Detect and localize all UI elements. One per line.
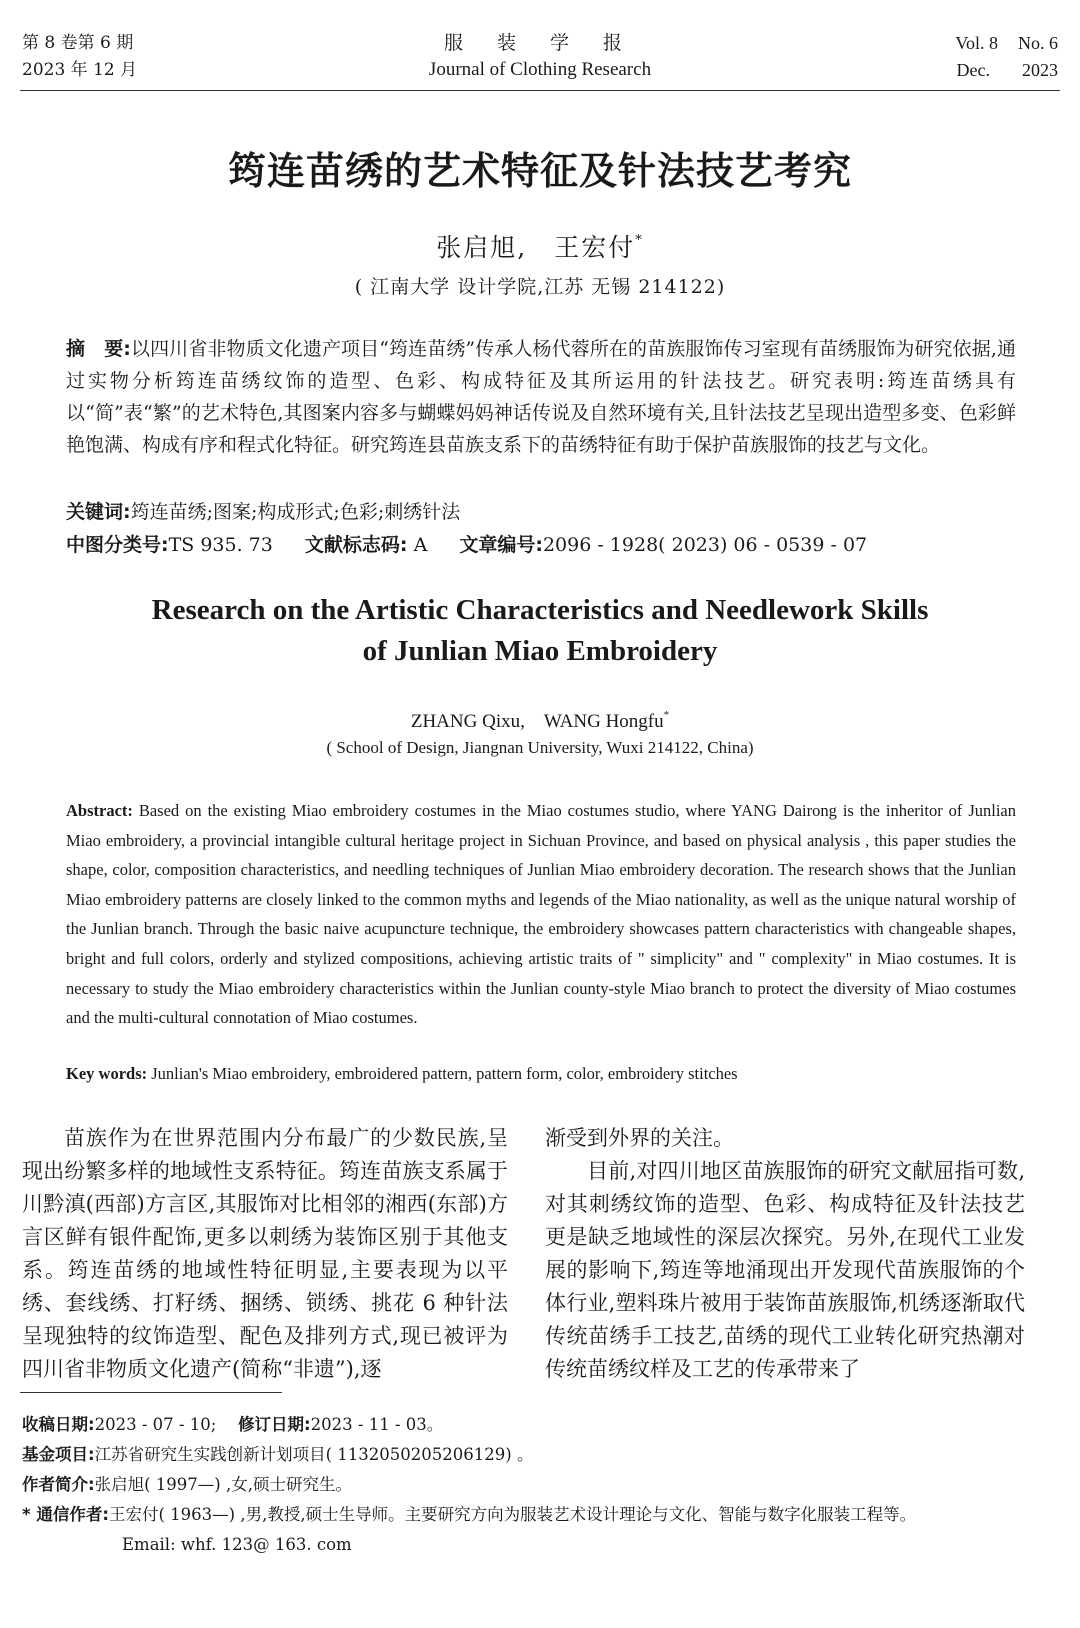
volume-en: Vol. 8 (955, 33, 998, 53)
footnote-corresponding (22, 1500, 1062, 1530)
date-cn: 2023 年 12 月 (22, 60, 138, 80)
keywords-en (66, 1064, 1016, 1084)
author-names-en: ZHANG Qixu, WANG Hongfu (410, 711, 664, 732)
abstract-en (66, 796, 1016, 1033)
journal-name-cn: 服 装 学 报 (443, 32, 637, 54)
keywords-cn (66, 497, 1016, 524)
body-paragraph: 苗族作为在世界范围内分布最广的少数民族,呈现出纷繁多样的地域性支系特征。筠连苗族支系属于川黔滇(西部)方言区,其服饰对比相邻的湘西(东部)方言区鲜有银件配饰,更多以刺绣为装饰区别于其他支系。筠连苗绣的地域性特征明显,主要表现为以平绣、套线绣、打籽绣、捆绣、锁绣、挑花 6 种针法呈现独特的纹饰造型、配色及排列方式,现已被评为四川省非物质文化遗产(简称“非遗”),逐 (22, 1126, 508, 1381)
doc-code-value: A (413, 534, 428, 556)
journal-name-en: Journal of Clothing Research (428, 59, 652, 80)
body-paragraph: 目前,对四川地区苗族服饰的研究文献屈指可数,对其刺绣纹饰的造型、色彩、构成特征及针法技艺更是缺乏地域性的深层次探究。另外,在现代工业发展的影响下,筠连等地涌现出开发现代苗族服饰的个体行业,塑料珠片被用于装饰苗族服饰,机绣逐渐取代传统苗绣手工技艺,苗绣的现代工业转化研究热潮对传统苗绣纹样及工艺的传承带来了 (545, 1159, 1025, 1381)
authors-cn (0, 228, 1080, 264)
author-names-cn: 张启旭, 王宏付 (436, 233, 636, 262)
corresponding-mark: * (635, 233, 644, 248)
month-en: Dec. (956, 60, 990, 80)
abstract-cn-text: 以四川省非物质文化遗产项目“筠连苗绣”传承人杨代蓉所在的苗族服饰传习室现有苗绣服饰为研究依据,通过实物分析筠连苗绣纹饰的造型、色彩、构成特征及其所运用的针法技艺。研究表明:筠连苗绣具有以“简”表“繁”的艺术特色,其图案内容多与蝴蝶妈妈神话传说及自然环境有关,且针法技艺呈现出造型多变、色彩鲜艳饱满、构成有序和程式化特征。研究筠连县苗族支系下的苗绣特征有助于保护苗族服饰的技艺与文化。 (66, 338, 1016, 456)
paper-title-en (0, 590, 1080, 672)
affiliation-en: ( School of Design, Jiangnan University, Wuxi 214122, China) (326, 738, 754, 757)
authors-en (0, 706, 1080, 733)
revised-value: 2023 - 11 - 03。 (310, 1415, 444, 1434)
keywords-en-label: Key words: (66, 1064, 148, 1083)
abstract-en-text: Based on the existing Miao embroidery costumes in the Miao costumes studio, where YANG Dairong is the inheritor of Junlian Miao embroidery, a provincial intangible cultural heritage project in Sichuan Province, and based on physical analysis , this paper studies the shape, color, composition characteristics, and needling techniques of Junlian Miao embroidery decoration. The research shows that the Junlian Miao embroidery patterns are closely linked to the common myths and legends of the Miao nationality, as well as the unique natural worship of the Junlian branch. Through the basic naive acupuncture technique, the embroidery showcases pattern characteristics with changeable shapes, bright and full colors, orderly and stylized compositions, achieving artistic traits of " simplicity" and " complexity" in Miao costumes. It is necessary to study the Miao embroidery characteristics within the Junlian county-style Miao branch to protect the diversity of Miao costumes and the multi-cultural connotation of Miao costumes. (66, 801, 1016, 1028)
keywords-en-text: Junlian's Miao embroidery, embroidered pattern, pattern form, color, embroidery stitches (147, 1064, 738, 1083)
clc-value: TS 935. 73 (168, 534, 273, 556)
paper-title-en-line2: of Junlian Miao Embroidery (362, 635, 718, 667)
footnote-bio (22, 1470, 1062, 1500)
fund-value: 江苏省研究生实践创新计划项目( 1132050205206129) 。 (94, 1445, 534, 1464)
journal-name (0, 30, 1080, 84)
bio-value: 张启旭( 1997—) ,女,硕士研究生。 (94, 1475, 352, 1494)
bio-label: 作者简介: (22, 1475, 95, 1494)
volume-issue-cn: 第 8 卷第 6 期 (22, 33, 134, 53)
corresponding-mark-en: * (663, 709, 670, 721)
abstract-cn-label: 摘 要: (66, 338, 131, 360)
corresponding-label: * 通信作者: (22, 1505, 109, 1524)
received-label: 收稿日期: (22, 1415, 95, 1434)
classification-row (66, 530, 1016, 557)
paper-title-cn: 筠连苗绣的艺术特征及针法技艺考究 (227, 149, 852, 193)
abstract-cn (66, 333, 1016, 461)
year-en: 2023 (1022, 60, 1058, 80)
journal-issue-en (955, 30, 1058, 84)
fund-label: 基金项目: (22, 1445, 95, 1464)
keywords-cn-label: 关键词: (66, 501, 131, 523)
keywords-cn-text: 筠连苗绣;图案;构成形式;色彩;刺绣针法 (130, 501, 461, 523)
body-column-left (22, 1122, 508, 1386)
footnote-divider (20, 1392, 282, 1393)
header-divider (20, 90, 1060, 91)
received-value: 2023 - 07 - 10; (94, 1415, 217, 1434)
corresponding-value: 王宏付( 1963—) ,男,教授,硕士生导师。主要研究方向为服装艺术设计理论与文化、智能与数字化服装工程等。 (108, 1505, 917, 1524)
footnotes (22, 1410, 1062, 1560)
article-id-label: 文章编号: (459, 534, 543, 556)
footnote-fund (22, 1440, 1062, 1470)
revised-label: 修订日期: (238, 1415, 311, 1434)
abstract-en-label: Abstract: (66, 801, 133, 820)
article-id-value: 2096 - 1928( 2023) 06 - 0539 - 07 (542, 534, 868, 556)
body-column-right (545, 1122, 1025, 1386)
issue-en: No. 6 (1018, 33, 1058, 53)
paper-title-en-line1: Research on the Artistic Characteristics and Needlework Skills (151, 594, 929, 626)
footnote-dates (22, 1410, 1062, 1440)
footnote-email: Email: whf. 123@ 163. com (122, 1535, 352, 1554)
doc-code-label: 文献标志码: (304, 534, 408, 556)
clc-label: 中图分类号: (66, 534, 169, 556)
affiliation-cn: ( 江南大学 设计学院,江苏 无锡 214122) (354, 276, 726, 298)
body-paragraph-continued: 渐受到外界的关注。 (545, 1126, 734, 1150)
